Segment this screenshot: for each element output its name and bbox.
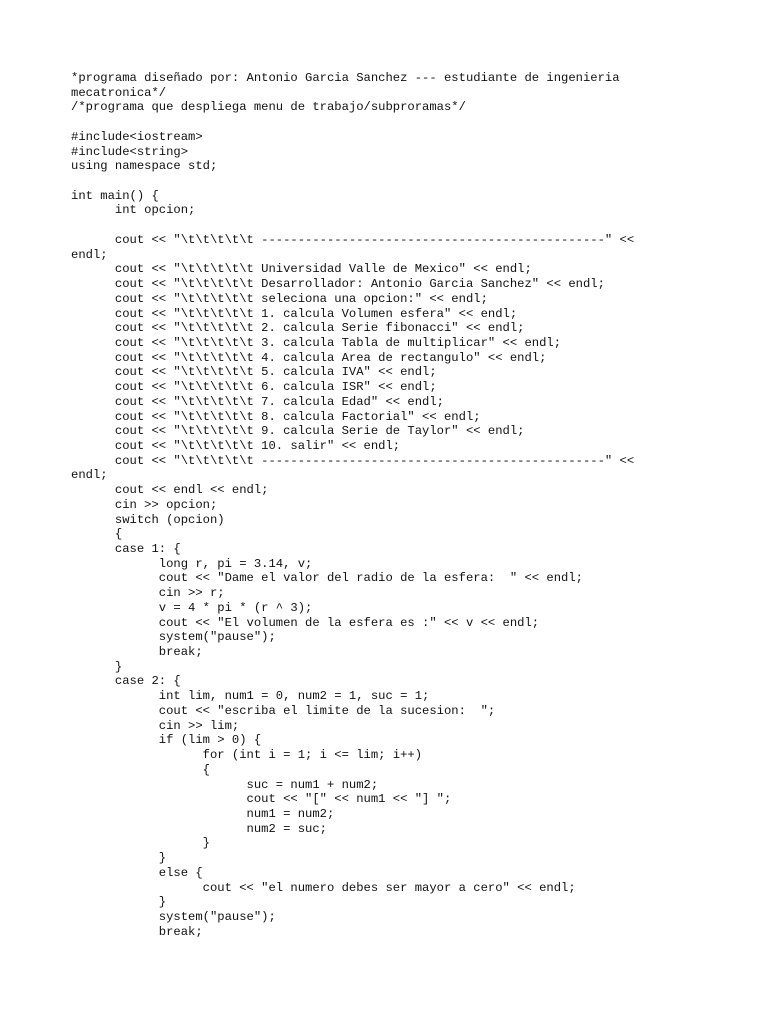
code-line: cout << "[" << num1 << "] "; — [71, 792, 452, 807]
code-line — [71, 218, 711, 233]
code-line: mecatronica*/ — [71, 85, 167, 100]
code-line: #include<string> — [71, 144, 189, 159]
code-line: *programa diseñado por: Antonio Garcia Sanchez --- estudiante de ingenieria — [71, 71, 620, 85]
code-line: long r, pi = 3.14, v; — [71, 556, 313, 571]
code-line — [71, 174, 711, 189]
code-line: cout << "\t\t\t\t\t 8. calcula Factorial" << endl; — [71, 409, 481, 424]
code-line: num1 = num2; — [71, 806, 335, 821]
code-line: { — [71, 527, 123, 542]
code-line: cout << "\t\t\t\t\t 6. calcula ISR" << endl; — [71, 380, 437, 395]
code-line: cout << "\t\t\t\t\t Desarrollador: Antonio Garcia Sanchez" << endl; — [71, 277, 605, 292]
code-line: cout << "El volumen de la esfera es :" << v << endl; — [71, 615, 540, 630]
code-line: else { — [71, 865, 203, 880]
code-line: endl; — [71, 468, 108, 483]
code-line: endl; — [71, 247, 108, 262]
code-line: break; — [71, 924, 203, 939]
code-line: cout << "\t\t\t\t\t Universidad Valle de Mexico" << endl; — [71, 262, 532, 277]
code-line: cout << "el numero debes ser mayor a cero" << endl; — [71, 880, 576, 895]
code-line: system("pause"); — [71, 630, 276, 645]
code-line: cout << "\t\t\t\t\t 2. calcula Serie fibonacci" << endl; — [71, 321, 525, 336]
code-line: cout << "\t\t\t\t\t -----------------------------------------------" << — [71, 232, 635, 247]
code-line: cout << "\t\t\t\t\t 5. calcula IVA" << endl; — [71, 365, 437, 380]
code-line: cout << "escriba el limite de la sucesion: "; — [71, 703, 496, 718]
code-line: cout << "\t\t\t\t\t -----------------------------------------------" << — [71, 453, 635, 468]
code-line: v = 4 * pi * (r ^ 3); — [71, 600, 313, 615]
code-line: cout << "\t\t\t\t\t 9. calcula Serie de Taylor" << endl; — [71, 424, 525, 439]
code-line: cin >> lim; — [71, 718, 240, 733]
code-line: int main() { — [71, 188, 159, 203]
code-line: cout << "\t\t\t\t\t 1. calcula Volumen esfera" << endl; — [71, 306, 518, 321]
code-line: num2 = suc; — [71, 821, 327, 836]
code-line: cin >> r; — [71, 586, 225, 601]
code-line: int opcion; — [71, 203, 196, 218]
code-line: switch (opcion) — [71, 512, 225, 527]
code-line — [71, 115, 711, 130]
code-line: cout << "\t\t\t\t\t 4. calcula Area de rectangulo" << endl; — [71, 350, 547, 365]
code-line: cout << "\t\t\t\t\t seleciona una opcion:" << endl; — [71, 291, 488, 306]
code-line: case 2: { — [71, 674, 181, 689]
code-line: } — [71, 851, 167, 866]
code-line: case 1: { — [71, 542, 181, 556]
code-line: } — [71, 836, 210, 851]
code-line: int lim, num1 = 0, num2 = 1, suc = 1; — [71, 689, 430, 704]
code-line: using namespace std; — [71, 159, 218, 174]
code-line: } — [71, 895, 167, 910]
source-code-listing — [71, 71, 711, 939]
code-line: #include<iostream> — [71, 129, 203, 144]
code-line: for (int i = 1; i <= lim; i++) — [71, 748, 423, 763]
code-line: /*programa que despliega menu de trabajo/subproramas*/ — [71, 100, 466, 115]
code-line: if (lim > 0) { — [71, 733, 262, 748]
code-line: } — [71, 659, 123, 674]
code-line: cout << endl << endl; — [71, 483, 269, 498]
code-line: system("pause"); — [71, 909, 276, 924]
code-line: cout << "\t\t\t\t\t 10. salir" << endl; — [71, 438, 401, 453]
code-line: break; — [71, 645, 203, 660]
code-line: cin >> opcion; — [71, 497, 218, 512]
code-line: cout << "Dame el valor del radio de la esfera: " << endl; — [71, 571, 583, 586]
code-line: suc = num1 + num2; — [71, 777, 379, 792]
code-line: { — [71, 762, 210, 777]
code-line: cout << "\t\t\t\t\t 7. calcula Edad" << endl; — [71, 394, 444, 409]
code-line: cout << "\t\t\t\t\t 3. calcula Tabla de multiplicar" << endl; — [71, 335, 562, 350]
